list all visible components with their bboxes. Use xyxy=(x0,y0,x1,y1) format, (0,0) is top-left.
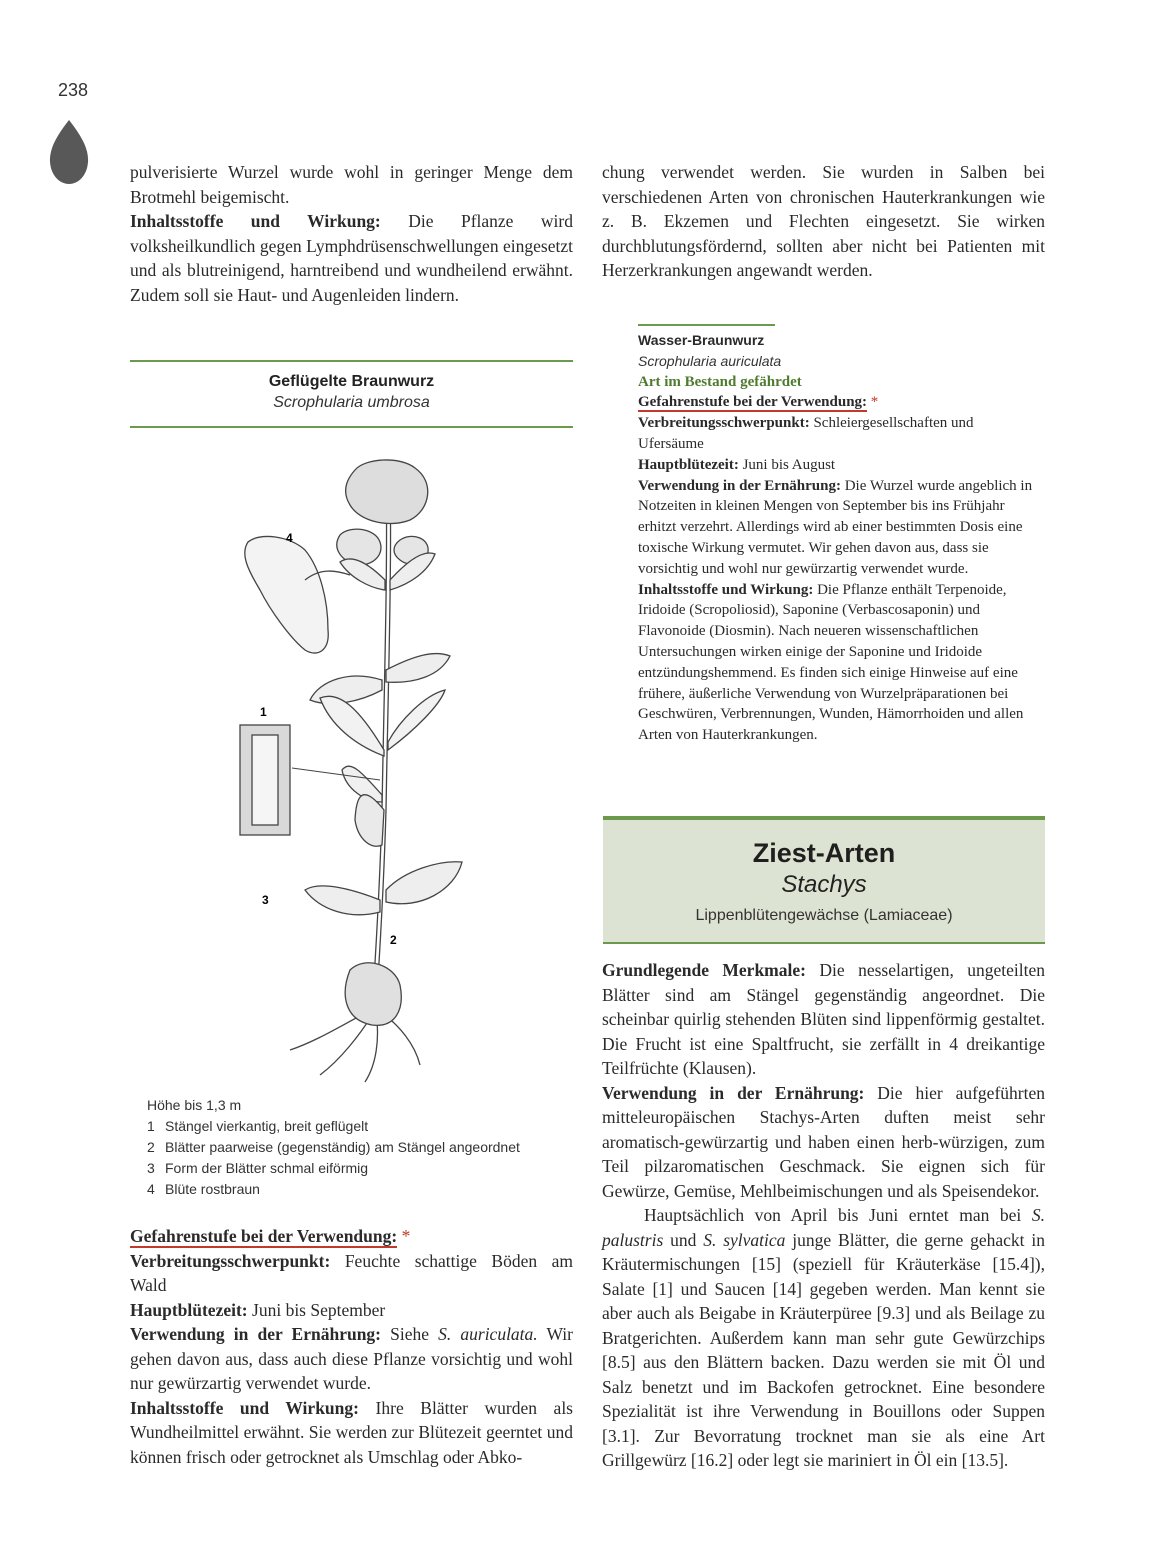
body-text: Ihre Blätter wurden als Wundheilmittel erwähnt. Sie werden zur Blütezeit geerntet und können frisch oder getrocknet als Umschlag oder Abko- xyxy=(130,1397,573,1467)
illustration-caption xyxy=(147,1095,567,1200)
callout-3: 3 xyxy=(262,893,269,907)
paragraph xyxy=(130,209,573,307)
plant-heading xyxy=(130,360,573,428)
danger-level-mark: * xyxy=(867,394,879,411)
caption-text: Blüte rostbraun xyxy=(165,1181,260,1197)
body-text: Die Wurzel wurde angeblich in Notzeiten in kleinen Mengen von September bis ins Frühjahr erhitzt verzehrt. Allerdings wird ab einer bestimmten Dosis eine toxische Wirkung vermutet. Wir gehen davon aus, dass sie vorsichtig und wohl nur gewürzartig verwendet wurde. xyxy=(638,477,1033,577)
plant-title: Geflügelte Braunwurz xyxy=(268,373,435,390)
label: Verbreitungsschwerpunkt: xyxy=(130,1250,331,1271)
paragraph xyxy=(638,392,1043,413)
right-top-text xyxy=(602,160,1045,283)
box-title: Wasser-Braunwurz xyxy=(638,332,765,348)
caption-height: Höhe bis 1,3 m xyxy=(147,1097,242,1113)
paragraph xyxy=(130,1298,573,1323)
label: Inhaltsstoffe und Wirkung: xyxy=(130,211,381,231)
body-text: Hauptsächlich von April bis Juni erntet man bei xyxy=(644,1205,1032,1225)
danger-level-mark: * xyxy=(397,1226,411,1246)
paragraph xyxy=(602,1203,1045,1473)
body-text: Wir gehen davon aus, dass auch diese Pflanze vorsichtig und wohl nur gewürzartig verwendet wurde. xyxy=(130,1324,573,1393)
body-text: Schleiergesellschaften und Ufersäume xyxy=(638,415,974,452)
caption-item xyxy=(147,1179,567,1200)
caption-num: 3 xyxy=(147,1160,155,1176)
paragraph xyxy=(638,413,1043,455)
body-text: Siehe xyxy=(381,1324,439,1344)
body-text: Die Pflanze enthält Terpenoide, Iridoide (Scropoliosid), Saponine (Verbascosaponin) und Flavonoide (Diosmin). Nach neueren wissenschaftlichen Untersuchungen wirken einige der Saponine und Iridoide entzündungshemmend. Es finden sich einige Hinweise auf eine frühere, äußerliche Verwendung von Wurzelpräparationen bei Geschwüren, Verbrennungen, Wunden, Hämorrhoiden und allen Arten von Hauterkrankungen. xyxy=(638,581,1024,744)
box-rule xyxy=(638,324,775,326)
label: Grundlegende Merkmale: xyxy=(602,960,806,980)
paragraph xyxy=(130,1249,573,1298)
conservation-status: Art im Bestand gefährdet xyxy=(638,373,802,390)
paragraph xyxy=(130,1322,573,1396)
danger-level-label: Gefahrenstufe bei der Verwendung: xyxy=(638,394,868,411)
caption-text: Stängel vierkantig, breit geflügelt xyxy=(165,1118,369,1134)
paragraph xyxy=(130,1224,573,1249)
paragraph xyxy=(638,580,1043,746)
callout-4: 4 xyxy=(286,531,293,545)
body-text: Feuchte schattige Böden am Wald xyxy=(130,1250,573,1295)
page-number: 238 xyxy=(58,80,89,100)
body-text: Juni bis August xyxy=(738,456,836,473)
label: Hauptblütezeit: xyxy=(130,1299,248,1320)
banner-family: Lippenblütengewächse (Lamiaceae) xyxy=(695,907,953,924)
label: Verwendung in der Ernährung: xyxy=(130,1324,382,1344)
body-text: junge Blätter, die gerne gehackt in Kräutermischungen [15] (speziell für Kräuterkäse [15.4]), Salate [1] und Saucen [14] gegeben werden. Man kennt sie aber auch als Beigabe in Kräuterpüree [9.3] und als Beilage zu Bratgerichten. Außerdem kann man sehr gute Gewürzchips [8.5] aus den Blättern backen. Dazu werden sie mit Öl und Salz benetzt und im Backofen getrocknet. Eine besondere Spezialität ist ihre Verwendung in Bouillons oder Suppen [3.1]. Zur Bevorratung trocknet man sie als eine Art Grillgewürz [16.2] oder legt sie mariniert in Öl ein [13.5]. xyxy=(602,1229,1046,1470)
paragraph xyxy=(638,476,1043,580)
box-scientific-name: Scrophularia auriculata xyxy=(638,352,782,369)
species-box-wasser-braunwurz xyxy=(638,324,1043,746)
caption-item xyxy=(147,1116,567,1137)
body-text: und xyxy=(663,1229,704,1250)
danger-level-label: Gefahrenstufe bei der Verwendung: xyxy=(130,1226,398,1246)
paragraph xyxy=(602,1081,1045,1204)
leaf-icon xyxy=(46,118,92,188)
callout-1: 1 xyxy=(260,705,267,719)
caption-num: 4 xyxy=(147,1181,155,1197)
caption-text: Form der Blätter schmal eiförmig xyxy=(165,1160,369,1176)
caption-num: 2 xyxy=(147,1139,155,1155)
label: Hauptblütezeit: xyxy=(638,456,739,473)
paragraph: pulverisierte Wurzel wurde wohl in geringer Menge dem Brotmehl beigemischt. xyxy=(130,162,573,207)
species-reference: S. palustris xyxy=(602,1205,1045,1250)
paragraph xyxy=(130,1396,573,1470)
right-bottom-text xyxy=(602,958,1045,1473)
species-reference: S. sylvatica xyxy=(703,1229,786,1250)
caption-num: 1 xyxy=(147,1118,155,1134)
paragraph: chung verwendet werden. Sie wurden in Salben bei verschiedenen Arten von chronischen Hauterkrankungen wie z. B. Ekzemen und Flechten eingesetzt. Sie wirken durchblutungsfördernd, sollten aber nicht bei Patienten mit Herzerkrankungen angewandt werden. xyxy=(602,162,1045,280)
species-reference: S. auriculata. xyxy=(438,1324,538,1344)
caption-text: Blätter paarweise (gegenständig) am Stängel angeordnet xyxy=(165,1139,520,1155)
label: Verbreitungsschwerpunkt: xyxy=(638,415,810,432)
label: Inhaltsstoffe und Wirkung: xyxy=(130,1397,359,1418)
body-text: Juni bis September xyxy=(247,1299,386,1320)
label: Inhaltsstoffe und Wirkung: xyxy=(638,581,814,598)
caption-item xyxy=(147,1137,567,1158)
caption-item xyxy=(147,1158,567,1179)
label: Verwendung in der Ernährung: xyxy=(602,1082,865,1103)
paragraph xyxy=(638,455,1043,476)
banner-scientific-name: Stachys xyxy=(781,871,867,898)
left-bottom-text xyxy=(130,1224,573,1469)
left-top-text xyxy=(130,160,573,307)
body-text: Die nesselartigen, ungeteilten Blätter sind am Stängel gegenständig angeordnet. Die scheinbar quirlig stehenden Blüten sind lippenförmig gestaltet. Die Frucht ist eine Spaltfrucht, sie zerfällt in 4 dreikantige Teilfrüchte (Klausen). xyxy=(602,960,1046,1078)
paragraph xyxy=(602,958,1045,1081)
body-text: Die hier aufgeführten mitteleuropäischen Stachys-Arten duften meist sehr aromatisch-gewürzartig und haben einen herb-würzigen, zum Teil pilzaromatischen Geschmack. Sie eignen sich für Gewürze, Gemüse, Mehlbeimischungen und als Speisendekor. xyxy=(602,1082,1045,1201)
section-banner xyxy=(603,816,1045,944)
plant-scientific-name: Scrophularia umbrosa xyxy=(273,394,430,411)
label: Verwendung in der Ernährung: xyxy=(638,477,841,494)
plant-illustration xyxy=(200,450,540,1090)
body-text: Die Pflanze wird volksheilkundlich gegen Lymphdrüsenschwellungen eingesetzt und als blutreinigend, harntreibend und wundheilend erwähnt. Zudem soll sie Haut- und Augenleiden lindern. xyxy=(130,211,574,305)
banner-title: Ziest-Arten xyxy=(752,838,896,868)
callout-2: 2 xyxy=(390,933,397,947)
